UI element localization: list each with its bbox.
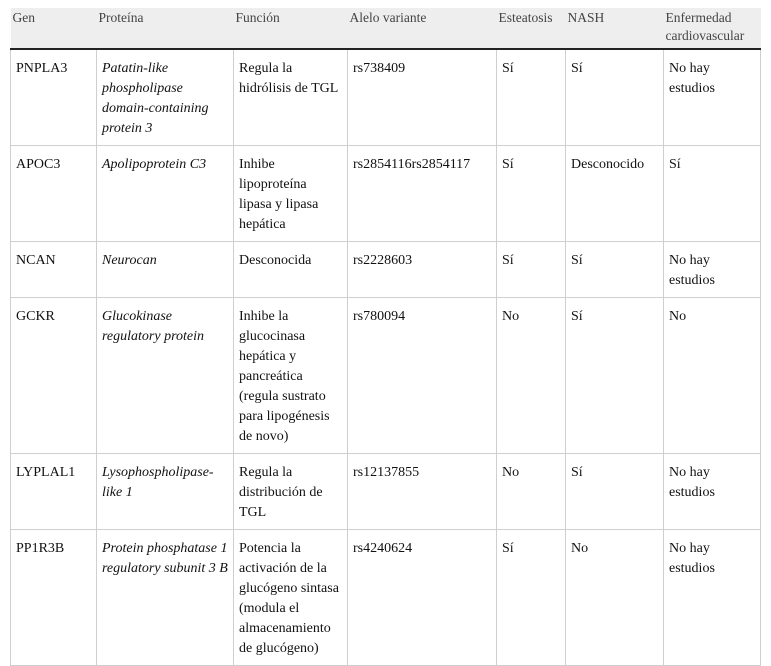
cell-alelo: rs2854116rs2854117	[348, 146, 497, 242]
cell-enfermedad-cardiovascular: No hay estudios	[664, 530, 761, 666]
cell-funcion: Potencia la activación de la glucógeno sintasa (modula el almacenamiento de glucógeno)	[234, 530, 348, 666]
table-row	[11, 298, 761, 454]
table-row	[11, 530, 761, 666]
cell-nash: Sí	[566, 49, 664, 146]
header-alelo-variante: Alelo variante	[348, 8, 497, 49]
cell-enfermedad-cardiovascular: No hay estudios	[664, 49, 761, 146]
table-row	[11, 242, 761, 298]
cell-gen: APOC3	[11, 146, 97, 242]
header-enfermedad-cardiovascular: Enfermedad cardiovascular	[664, 8, 761, 49]
cell-gen: LYPLAL1	[11, 454, 97, 530]
cell-proteina: Patatin-like phospholipase domain-containing protein 3	[97, 49, 234, 146]
cell-gen: PNPLA3	[11, 49, 97, 146]
header-funcion: Función	[234, 8, 348, 49]
cell-funcion: Desconocida	[234, 242, 348, 298]
cell-alelo: rs780094	[348, 298, 497, 454]
cell-proteina: Lysophospholipase-like 1	[97, 454, 234, 530]
header-nash: NASH	[566, 8, 664, 49]
cell-enfermedad-cardiovascular: No hay estudios	[664, 242, 761, 298]
cell-gen: PP1R3B	[11, 530, 97, 666]
cell-nash: Sí	[566, 454, 664, 530]
cell-alelo: rs2228603	[348, 242, 497, 298]
cell-enfermedad-cardiovascular: No hay estudios	[664, 454, 761, 530]
cell-alelo: rs12137855	[348, 454, 497, 530]
cell-nash: Sí	[566, 298, 664, 454]
cell-alelo: rs738409	[348, 49, 497, 146]
table-row	[11, 454, 761, 530]
gene-table-container	[10, 8, 760, 666]
cell-proteina: Protein phosphatase 1 regulatory subunit 3 B	[97, 530, 234, 666]
cell-esteatosis: No	[497, 454, 566, 530]
table-header-row	[11, 8, 761, 49]
cell-esteatosis: Sí	[497, 49, 566, 146]
cell-esteatosis: Sí	[497, 242, 566, 298]
header-proteina: Proteína	[97, 8, 234, 49]
header-gen: Gen	[11, 8, 97, 49]
cell-enfermedad-cardiovascular: Sí	[664, 146, 761, 242]
table-row	[11, 146, 761, 242]
cell-funcion: Regula la distribución de TGL	[234, 454, 348, 530]
cell-gen: NCAN	[11, 242, 97, 298]
cell-funcion: Regula la hidrólisis de TGL	[234, 49, 348, 146]
cell-proteina: Neurocan	[97, 242, 234, 298]
cell-nash: Sí	[566, 242, 664, 298]
cell-gen: GCKR	[11, 298, 97, 454]
header-esteatosis: Esteatosis	[497, 8, 566, 49]
cell-nash: No	[566, 530, 664, 666]
cell-proteina: Glucokinase regulatory protein	[97, 298, 234, 454]
table-row	[11, 49, 761, 146]
cell-funcion: Inhibe la glucocinasa hepática y pancreática (regula sustrato para lipogénesis de novo)	[234, 298, 348, 454]
cell-nash: Desconocido	[566, 146, 664, 242]
cell-esteatosis: Sí	[497, 530, 566, 666]
cell-enfermedad-cardiovascular: No	[664, 298, 761, 454]
cell-proteina: Apolipoprotein C3	[97, 146, 234, 242]
cell-funcion: Inhibe lipoproteína lipasa y lipasa hepática	[234, 146, 348, 242]
cell-esteatosis: Sí	[497, 146, 566, 242]
cell-alelo: rs4240624	[348, 530, 497, 666]
cell-esteatosis: No	[497, 298, 566, 454]
gene-table	[10, 8, 761, 666]
